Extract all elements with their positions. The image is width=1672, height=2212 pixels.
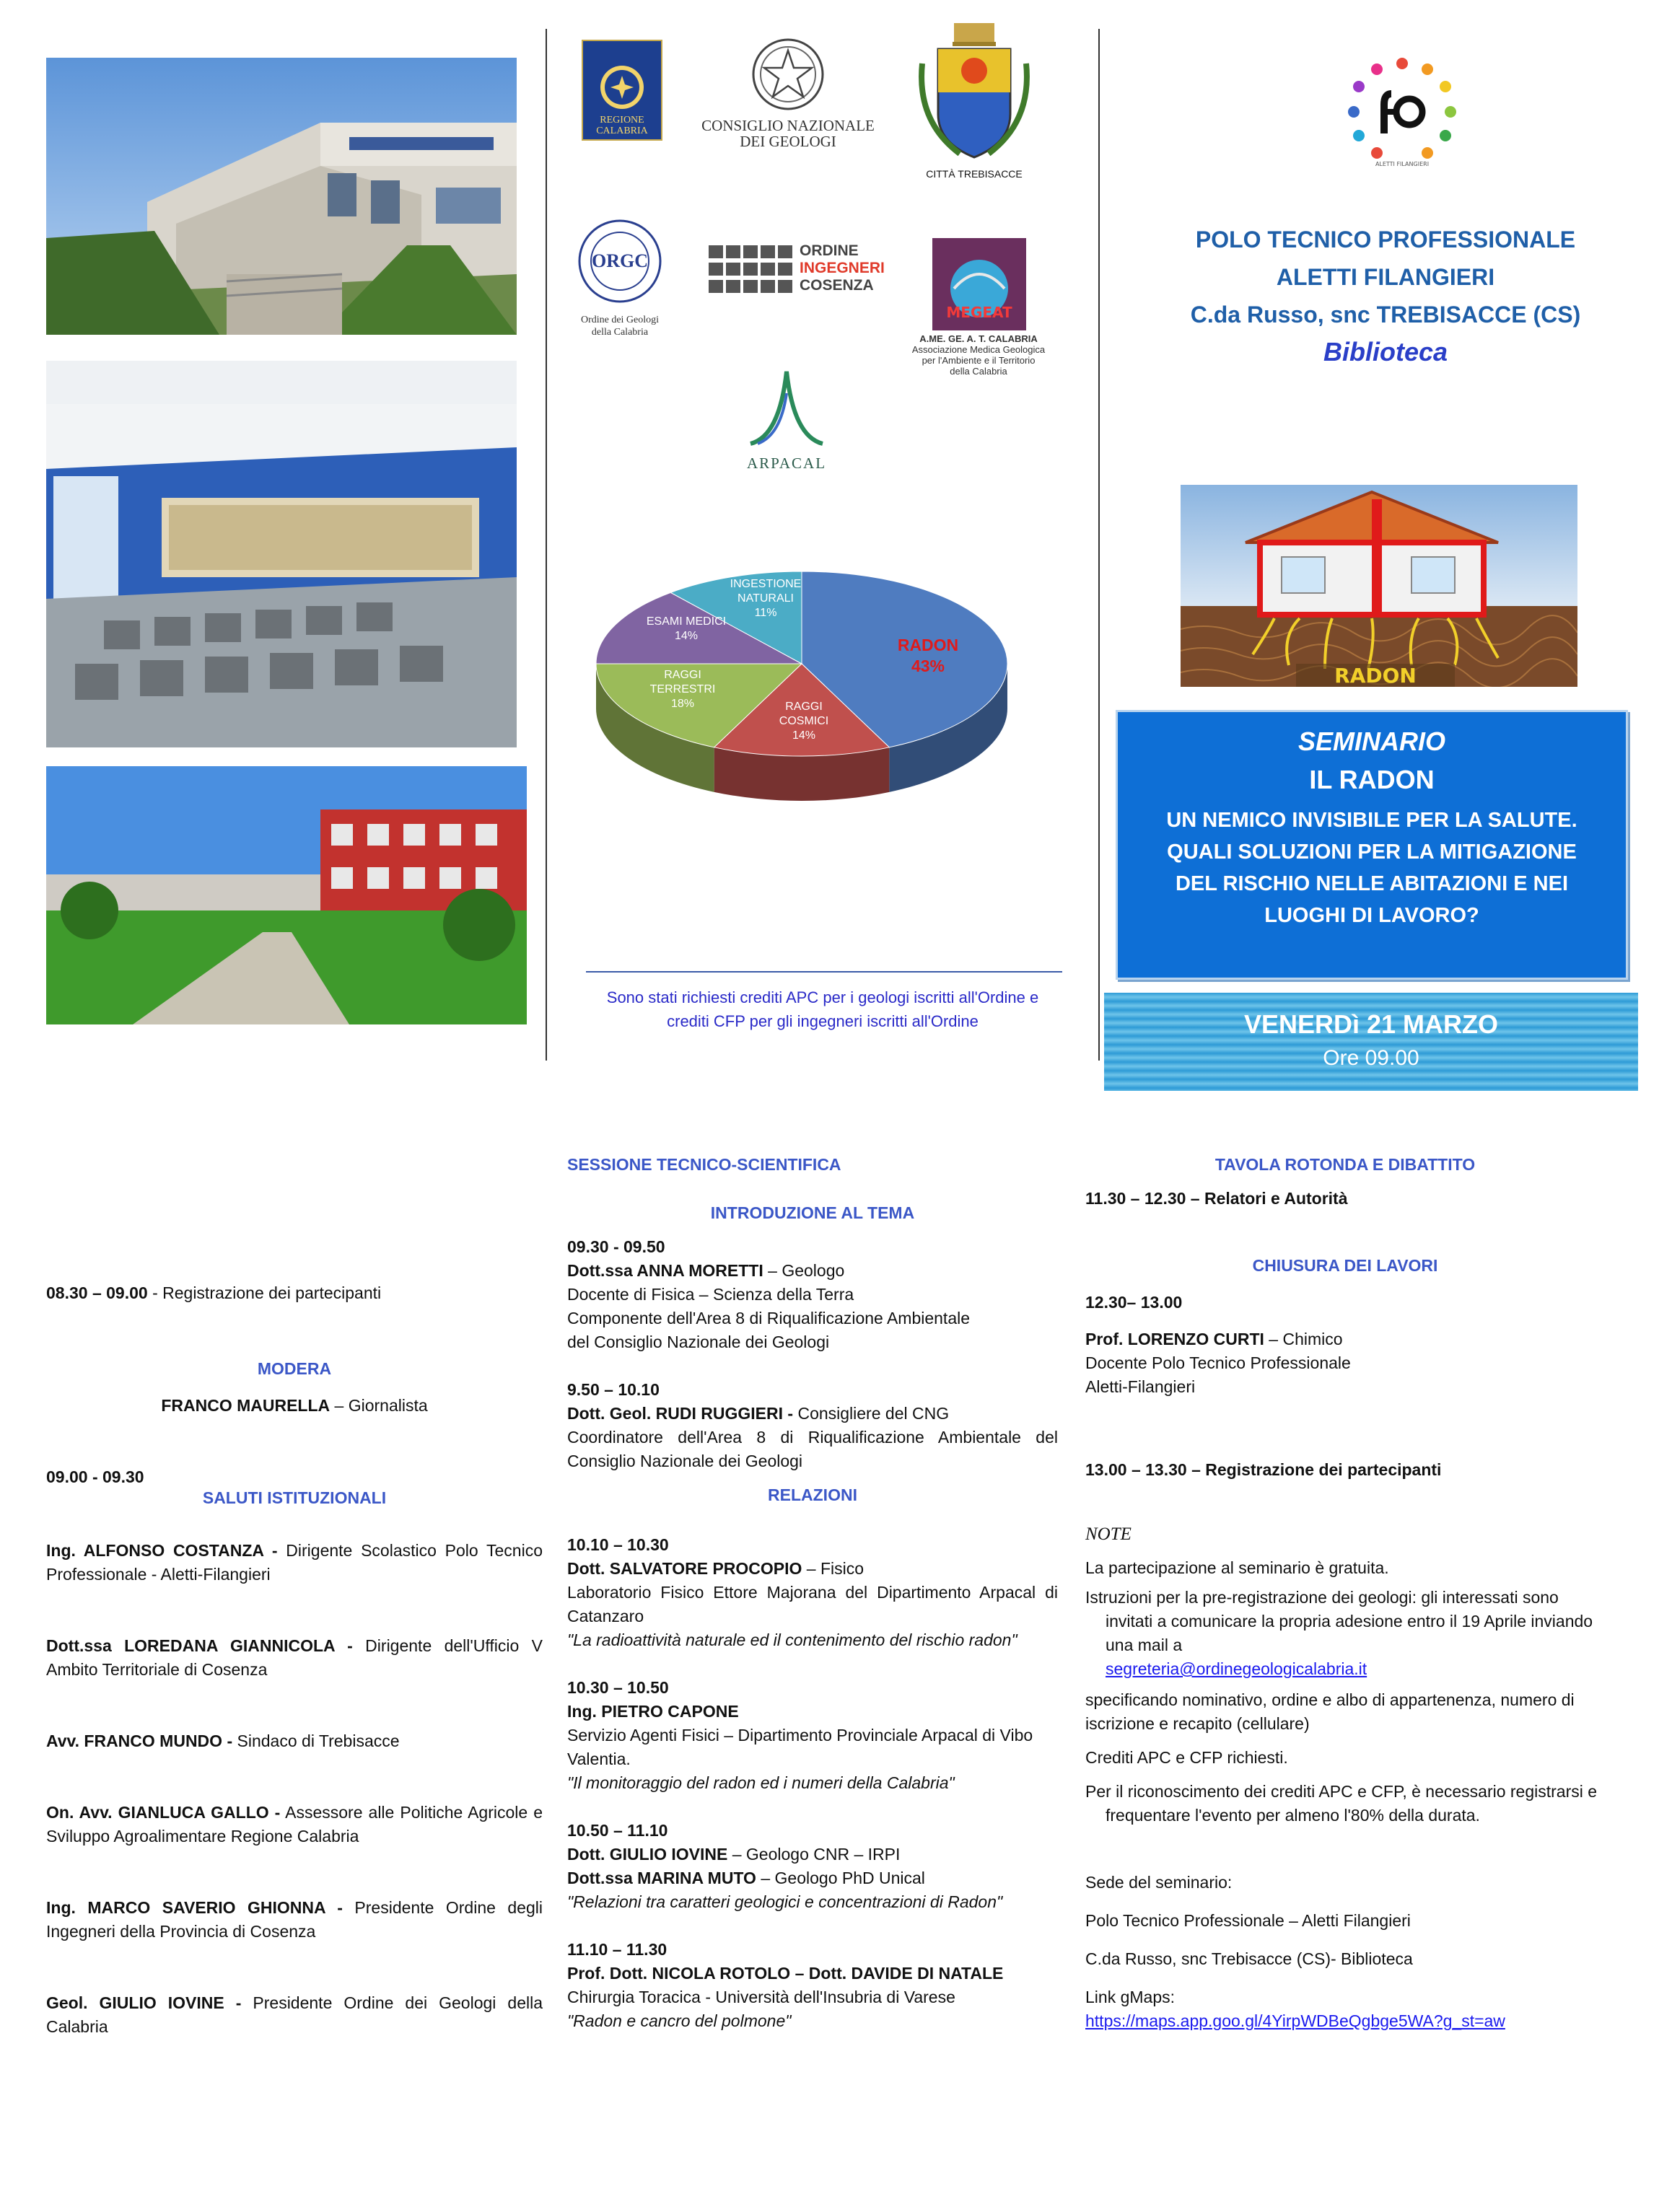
ameg-logo-text-2: Associazione Medica Geologica <box>911 344 1046 355</box>
curti-role: – Chimico <box>1264 1330 1343 1348</box>
gmaps-label: Link gMaps: <box>1085 1988 1176 2006</box>
chart-divider <box>586 971 1062 973</box>
note-credits: Crediti APC e CFP richiesti. <box>1085 1748 1288 1767</box>
note-free: La partecipazione al seminario è gratuita. <box>1085 1558 1389 1577</box>
aletti-filangieri-logo <box>1341 51 1463 173</box>
pie-label-esami: ESAMI MEDICI <box>646 615 727 628</box>
talk-procopio-role: – Fisico <box>802 1559 865 1578</box>
orgc-monogram: ORGC <box>592 250 648 271</box>
moderator-name: FRANCO MAURELLA <box>161 1396 331 1415</box>
pie-label-ingestione-pct: 11% <box>754 607 777 619</box>
venue-line-3: C.da Russo, snc TREBISACCE (CS) <box>1190 302 1581 328</box>
saluto-gallo-name: On. Avv. GIANLUCA GALLO - <box>46 1803 281 1822</box>
pie-label-ingestione-1: INGESTIONE <box>730 578 802 590</box>
saluto-mundo <box>46 1729 543 1753</box>
pie-label-radon-pct: 43% <box>911 657 945 675</box>
library-room-photo <box>46 361 517 747</box>
seminar-subtitle-1: UN NEMICO INVISIBILE PER LA SALUTE. <box>1166 809 1577 832</box>
talk-ruggieri <box>567 1378 1058 1473</box>
talk-rotolo <box>567 1938 1058 2033</box>
saluto-giannicola <box>46 1634 543 1682</box>
ameg-logo-text-4: della Calabria <box>950 366 1007 377</box>
note-preregistration: Istruzioni per la pre-registrazione dei geologi: gli interessati sono invitati a comunicare la propria adesione entro il 19 Aprile inviando una mail a <box>1085 1588 1593 1654</box>
ameg-logo-text-1: A.ME. GE. A. T. CALABRIA <box>919 333 1038 344</box>
saluto-costanza-name: Ing. ALFONSO COSTANZA - <box>46 1541 278 1560</box>
saluto-costanza <box>46 1539 543 1586</box>
seminar-box <box>1116 710 1628 980</box>
talk-procopio <box>567 1533 1058 1652</box>
svg-text:ALETTI FILANGIERI: ALETTI FILANGIERI <box>1375 161 1430 167</box>
saluto-ghionna-role: Presidente Ordine degli Ingegneri della Provincia di Cosenza <box>46 1898 543 1941</box>
pie-label-cosmici-2: COSMICI <box>779 715 829 727</box>
arpacal-logo-text: ARPACAL <box>746 455 827 472</box>
radon-house-text: RADON <box>1334 664 1417 687</box>
tavola-heading: TAVOLA ROTONDA E DIBATTITO <box>1214 1155 1476 1174</box>
talk-iovine-role: – Geologo CNR – IRPI <box>727 1845 901 1864</box>
ing-logo-text-1: ORDINE <box>800 242 859 259</box>
radiation-pie-chart <box>596 563 1022 808</box>
seminar-subtitle-2: QUALI SOLUZIONI PER LA MITIGAZIONE <box>1167 841 1577 864</box>
registration-text: - Registrazione dei partecipanti <box>147 1283 382 1302</box>
talk-muto-role: – Geologo PhD Unical <box>756 1869 925 1887</box>
citta-logo-text: CITTÀ TREBISACCE <box>926 168 1023 180</box>
venue-line-1: POLO TECNICO PROFESSIONALE <box>1195 227 1576 253</box>
pie-label-ingestione-2: NATURALI <box>737 592 794 605</box>
note-recognition: Per il riconoscimento dei crediti APC e CFP, è necessario registrarsi e frequentare l'evento per almeno l'80% della durata. <box>1085 1782 1598 1825</box>
pie-label-esami-pct: 14% <box>674 630 699 642</box>
program-column-2 <box>567 1153 1058 2033</box>
note-heading: NOTE <box>1085 1524 1132 1544</box>
talk-capone-name: Ing. PIETRO CAPONE <box>567 1702 739 1721</box>
saluto-gallo <box>46 1801 543 1848</box>
gmaps-link[interactable]: https://maps.app.goo.gl/4YirpWDBeQgbge5WA?g_st=aw <box>1085 2011 1505 2030</box>
talk-capone <box>567 1676 1058 1795</box>
talk-moretti-line-4: del Consiglio Nazionale dei Geologi <box>567 1333 830 1351</box>
saluti-time: 09.00 - 09.30 <box>46 1467 144 1486</box>
cng-logo-text-1: CONSIGLIO NAZIONALE <box>701 117 875 134</box>
svg-text:MEGEAT: MEGEAT <box>946 304 1012 321</box>
talk-iovine-name: Dott. GIULIO IOVINE <box>567 1845 728 1864</box>
talk-ruggieri-role: Consigliere del CNG <box>793 1404 950 1423</box>
citta-trebisacce-logo <box>909 20 1039 186</box>
ameg-logo-text-3: per l'Ambiente e il Territorio <box>922 355 1036 366</box>
school-campus-photo <box>46 766 527 1024</box>
talk-moretti-line-3: Componente dell'Area 8 di Riqualificazione Ambientale <box>567 1309 971 1327</box>
talk-procopio-name: Dott. SALVATORE PROCOPIO <box>567 1559 802 1578</box>
chiusura-curti <box>1085 1327 1605 1399</box>
talk-procopio-title: "La radioattività naturale ed il contenimento del rischio radon" <box>567 1631 1017 1649</box>
regione-calabria-logo <box>582 40 662 141</box>
saluto-mundo-role: Sindaco di Trebisacce <box>232 1732 400 1750</box>
credits-note <box>570 986 1075 1033</box>
ing-logo-text-3: COSENZA <box>800 277 874 294</box>
pie-label-cosmici-pct: 14% <box>792 729 816 742</box>
saluto-ghionna-name: Ing. MARCO SAVERIO GHIONNA - <box>46 1898 343 1917</box>
orgc-logo <box>566 216 674 339</box>
curti-line-3: Aletti-Filangieri <box>1085 1377 1196 1396</box>
tavola-line: 11.30 – 12.30 – Relatori e Autorità <box>1085 1189 1348 1208</box>
registration-line <box>46 1281 543 1305</box>
saluto-gallo-role: Assessore alle Politiche Agricole e Sviluppo Agroalimentare Regione Calabria <box>46 1803 543 1845</box>
seminar-subtitle-4: LUOGHI DI LAVORO? <box>1264 904 1479 927</box>
saluti-heading: SALUTI ISTITUZIONALI <box>202 1488 387 1507</box>
pie-label-cosmici-1: RAGGI <box>785 701 823 713</box>
registration-time: 08.30 – 09.00 <box>46 1283 148 1302</box>
seminar-title: IL RADON <box>1309 765 1435 794</box>
venue-header <box>1126 221 1645 371</box>
talk-rotolo-line-2: Chirurgia Toracica - Università dell'Insubria di Varese <box>567 1988 955 2006</box>
date-day: VENERDì 21 MARZO <box>1243 1009 1499 1039</box>
regione-logo-text: REGIONE CALABRIA <box>596 115 648 136</box>
cng-logo <box>694 35 882 157</box>
orgc-caption-2: della Calabria <box>591 327 649 338</box>
saluto-ghionna <box>46 1896 543 1944</box>
chiusura-time: 12.30– 13.00 <box>1085 1293 1183 1312</box>
talk-capone-time: 10.30 – 10.50 <box>567 1678 669 1697</box>
intro-heading: INTRODUZIONE AL TEMA <box>710 1203 915 1222</box>
program-column-1 <box>46 1281 543 2039</box>
credits-note-line-2: crediti CFP per gli ingegneri iscritti all'Ordine <box>667 1012 979 1030</box>
sede-line-2: C.da Russo, snc Trebisacce (CS)- Biblioteca <box>1085 1949 1413 1968</box>
saluto-iovine-role: Presidente Ordine dei Geologi della Calabria <box>46 1993 543 2036</box>
talk-moretti-name: Dott.ssa ANNA MORETTI <box>567 1261 763 1280</box>
talk-rotolo-time: 11.10 – 11.30 <box>567 1940 668 1959</box>
credits-note-line-1: Sono stati richiesti crediti APC per i geologi iscritti all'Ordine e <box>606 988 1039 1006</box>
saluto-giannicola-role: Dirigente dell'Ufficio V Ambito Territoriale di Cosenza <box>46 1636 543 1679</box>
saluto-iovine <box>46 1991 543 2039</box>
talk-muto-name: Dott.ssa MARINA MUTO <box>567 1869 756 1887</box>
talk-procopio-line-2: Laboratorio Fisico Ettore Majorana del Dipartimento Arpacal di Catanzaro <box>567 1583 1058 1625</box>
moderator-role: – Giornalista <box>330 1396 428 1415</box>
talk-moretti-time: 09.30 - 09.50 <box>567 1237 665 1256</box>
moderator-line <box>46 1394 543 1418</box>
email-link[interactable]: segreteria@ordinegeologicalabria.it <box>1106 1659 1367 1678</box>
pie-label-radon: RADON <box>897 636 959 654</box>
arpacal-logo <box>736 364 837 480</box>
talk-iovine-muto <box>567 1819 1058 1914</box>
relazioni-heading: RELAZIONI <box>768 1485 857 1504</box>
program-column-3 <box>1085 1153 1605 2033</box>
saluto-giannicola-name: Dott.ssa LOREDANA GIANNICOLA - <box>46 1636 353 1655</box>
pie-label-terrestri-2: TERRESTRI <box>649 683 716 695</box>
saluto-mundo-name: Avv. FRANCO MUNDO - <box>46 1732 233 1750</box>
ing-logo-text-2: INGEGNERI <box>800 260 885 276</box>
cng-logo-text-2: DEI GEOLOGI <box>740 133 836 150</box>
seminar-subtitle-3: DEL RISCHIO NELLE ABITAZIONI E NEI <box>1175 872 1569 895</box>
talk-capone-line-2: Servizio Agenti Fisici – Dipartimento Provinciale Arpacal di Vibo Valentia. <box>567 1726 1033 1768</box>
sede-heading: Sede del seminario: <box>1085 1873 1233 1892</box>
chiusura-heading: CHIUSURA DEI LAVORI <box>1252 1256 1438 1275</box>
modera-heading: MODERA <box>257 1359 332 1378</box>
talk-procopio-time: 10.10 – 10.30 <box>567 1535 669 1554</box>
session-heading: SESSIONE TECNICO-SCIENTIFICA <box>567 1155 841 1174</box>
saluto-costanza-role: Dirigente Scolastico Polo Tecnico Professionale - Aletti-Filangieri <box>46 1541 543 1584</box>
note-specify: specificando nominativo, ordine e albo di appartenenza, numero di iscrizione e recapito (cellulare) <box>1085 1690 1575 1733</box>
talk-iovine-muto-time: 10.50 – 11.10 <box>567 1821 668 1840</box>
talk-ruggieri-time: 9.50 – 10.10 <box>567 1380 660 1399</box>
talk-moretti-line-2: Docente di Fisica – Scienza della Terra <box>567 1285 854 1304</box>
venue-line-2: ALETTI FILANGIERI <box>1276 264 1495 290</box>
talk-capone-title: "Il monitoraggio del radon ed i numeri della Calabria" <box>567 1773 955 1792</box>
final-registration-line: 13.00 – 13.30 – Registrazione dei partecipanti <box>1085 1460 1442 1479</box>
orgc-caption-1: Ordine dei Geologi <box>580 315 660 325</box>
pie-label-terrestri-pct: 18% <box>670 698 695 710</box>
ordine-ingegneri-logo <box>709 242 896 300</box>
talk-ruggieri-line-2: Coordinatore dell'Area 8 di Riqualificazione Ambientale del Consiglio Nazionale dei Geologi <box>567 1428 1058 1470</box>
curti-name: Prof. LORENZO CURTI <box>1085 1330 1264 1348</box>
column-separator-left <box>546 29 547 1061</box>
talk-iovine-muto-title: "Relazioni tra caratteri geologici e concentrazioni di Radon" <box>567 1892 1003 1911</box>
curti-line-2: Docente Polo Tecnico Professionale <box>1085 1353 1351 1372</box>
talk-rotolo-name: Prof. Dott. NICOLA ROTOLO – Dott. DAVIDE DI NATALE <box>567 1964 1004 1983</box>
date-bar <box>1104 993 1638 1091</box>
sede-line-1: Polo Tecnico Professionale – Aletti Filangieri <box>1085 1911 1411 1930</box>
ameg-logo <box>906 238 1051 390</box>
talk-moretti <box>567 1235 1058 1354</box>
talk-moretti-role: – Geologo <box>763 1261 845 1280</box>
school-building-photo <box>46 58 517 335</box>
seminar-kicker: SEMINARIO <box>1297 727 1445 756</box>
talk-rotolo-title: "Radon e cancro del polmone" <box>567 2011 792 2030</box>
date-time: Ore 09.00 <box>1323 1046 1419 1070</box>
radon-house-illustration <box>1181 485 1577 687</box>
column-separator-right <box>1098 29 1100 1061</box>
venue-line-4: Biblioteca <box>1323 337 1448 367</box>
talk-ruggieri-name: Dott. Geol. RUDI RUGGIERI - <box>567 1404 794 1423</box>
pie-label-terrestri-1: RAGGI <box>664 669 701 681</box>
saluto-iovine-name: Geol. GIULIO IOVINE - <box>46 1993 242 2012</box>
